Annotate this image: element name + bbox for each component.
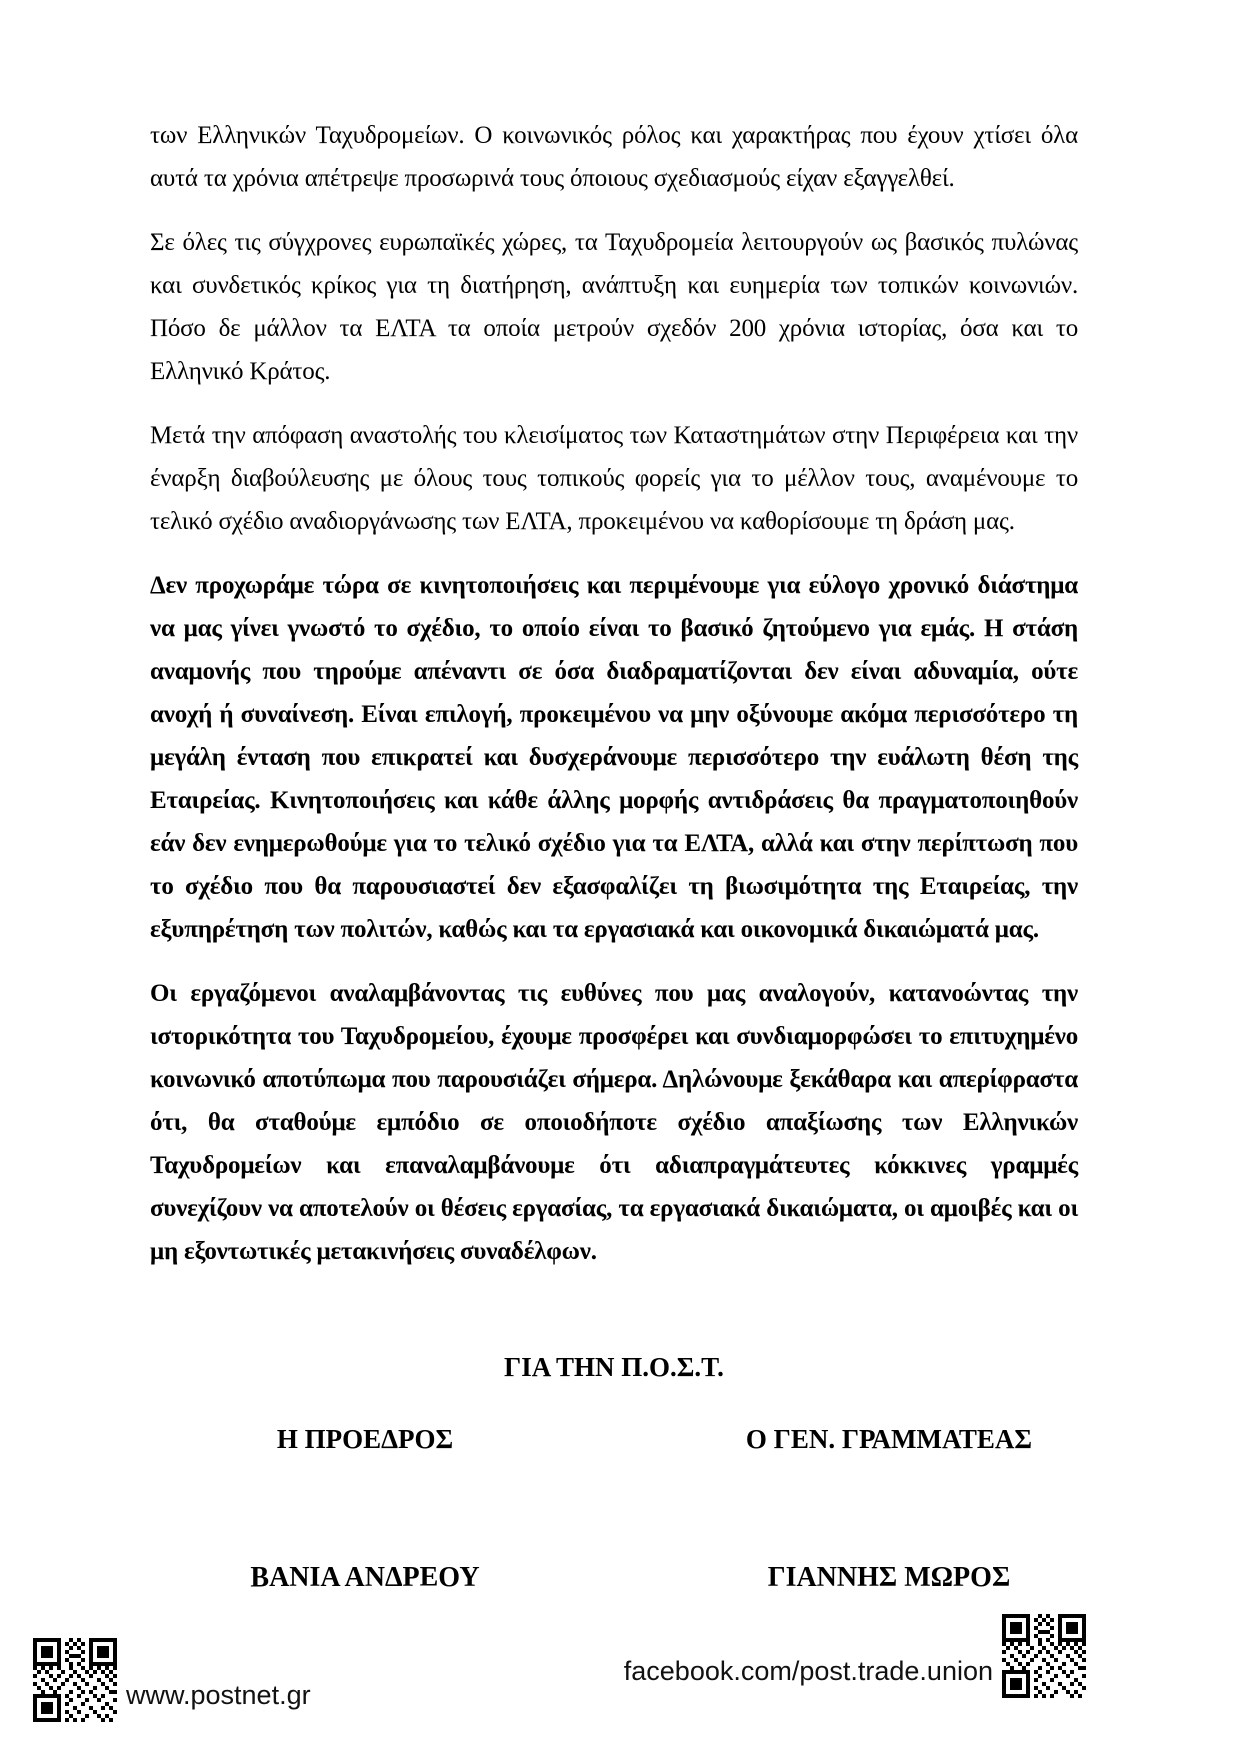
union-signoff: ΓΙΑ ΤΗΝ Π.Ο.Σ.Τ. [504, 1352, 724, 1382]
president-role: Η ΠΡΟΕΔΡΟΣ [276, 1424, 454, 1454]
body-paragraph-4: Δεν προχωράμε τώρα σε κινητοποιήσεις και περιμένουμε για εύλογο χρονικό διάστημα να μας γίνει γνωστό το σχέδιο, το οποίο είναι το βασικό ζητούμενο για εμάς. Η στάση αναμονής που τηρούμε απέναντι σε όσα διαδραματίζονται δεν είναι αδυναμία, ούτε ανοχή ή συναίνεση. Είναι επιλογή, προκειμένου να μην οξύνουμε ακόμα περισσότερο τη μεγάλη ένταση που επικρατεί και δυσχεράνουμε περισσότερο την ευάλωτη θέση της Εταιρείας. Κινητοποιήσεις και κάθε άλλης μορφής αντιδράσεις θα πραγματοποιηθούν εάν δεν ενημερωθούμε για το τελικό σχέδιο για τα ΕΛΤΑ, αλλά και στην περίπτωση που το σχέδιο που θα παρουσιαστεί δεν εξασφαλίζει τη βιωσιμότητα της Εταιρείας, την εξυπηρέτηση των πολιτών, καθώς και τα εργασιακά και οικονομικά δικαιώματά μας. [150, 572, 1078, 943]
body-paragraph-2: Σε όλες τις σύγχρονες ευρωπαϊκές χώρες, τα Ταχυδρομεία λειτουργούν ως βασικός πυλώνας και συνδετικός κρίκος για τη διατήρηση, ανάπτυξη και ευημερία των τοπικών κοινωνιών. Πόσο δε μάλλον τα ΕΛΤΑ τα οποία μετρούν σχεδόν 200 χρόνια ιστορίας, όσα και το Ελληνικό Κράτος. [150, 229, 1078, 385]
website-url: www.postnet.gr [126, 1680, 311, 1710]
body-paragraph-5: Οι εργαζόμενοι αναλαμβάνοντας τις ευθύνες που μας αναλογούν, κατανοώντας την ιστορικότητα του Ταχυδρομείου, έχουμε προσφέρει και συνδιαμορφώσει το επιτυχημένο κοινωνικό αποτύπωμα που παρουσιάζει σήμερα. Δηλώνουμε ξεκάθαρα και απερίφραστα ότι, θα σταθούμε εμπόδιο σε οποιοδήποτε σχέδιο απαξίωσης των Ελληνικών Ταχυδρομείων και επαναλαμβάνουμε ότι αδιαπραγμάτευτες κόκκινες γραμμές συνεχίζουν να αποτελούν οι θέσεις εργασίας, τα εργασιακά δικαιώματα, οι αμοιβές και οι μη εξοντωτικές μετακινήσεις συναδέλφων. [150, 980, 1078, 1265]
letter-body [150, 114, 1078, 1294]
facebook-url: facebook.com/post.trade.union [623, 1656, 993, 1686]
facebook-qr-code-icon [1002, 1614, 1086, 1698]
general-secretary-name: ΓΙΑΝΝΗΣ ΜΩΡΟΣ [767, 1562, 1011, 1593]
body-paragraph-1: των Ελληνικών Ταχυδρομείων. Ο κοινωνικός ρόλος και χαρακτήρας που έχουν χτίσει όλα αυτά τα χρόνια απέτρεψε προσωρινά τους όποιους σχεδιασμούς είχαν εξαγγελθεί. [150, 122, 1078, 192]
general-secretary-role: Ο ΓΕΝ. ΓΡΑΜΜΑΤΕΑΣ [745, 1424, 1033, 1454]
postnet-qr-code-icon [33, 1638, 117, 1722]
president-name: ΒΑΝΙΑ ΑΝΔΡΕΟΥ [250, 1562, 480, 1593]
body-paragraph-3: Μετά την απόφαση αναστολής του κλεισίματος των Καταστημάτων στην Περιφέρεια και την έναρξη διαβούλευσης με όλους τους τοπικούς φορείς για το μέλλον τους, αναμένουμε το τελικό σχέδιο αναδιοργάνωσης των ΕΛΤΑ, προκειμένου να καθορίσουμε τη δράση μας. [150, 422, 1078, 535]
